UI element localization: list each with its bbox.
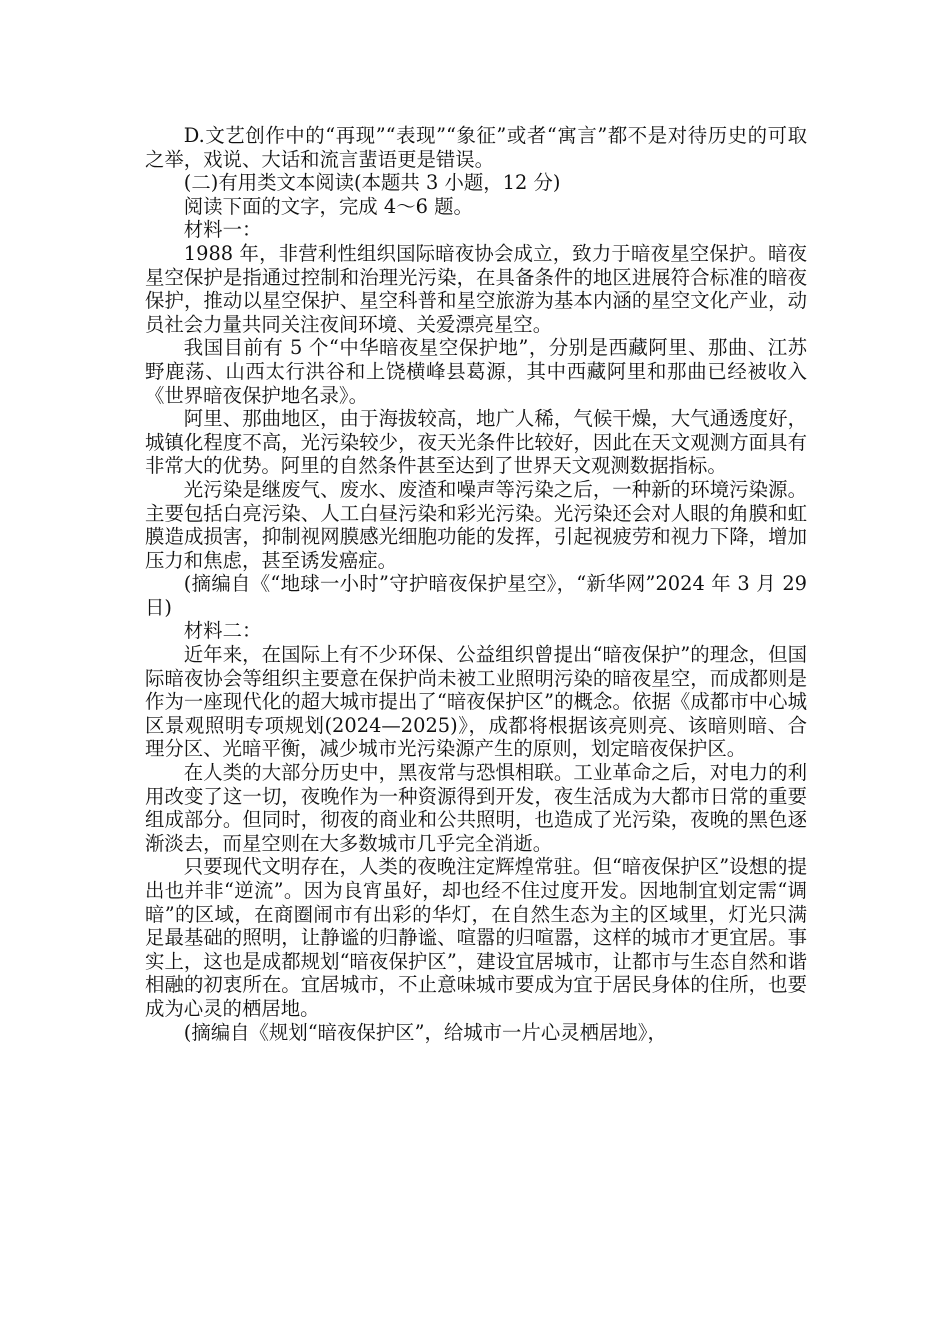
document-page	[145, 124, 807, 1044]
material-two-source: (摘编自《规划“暗夜保护区”，给城市一片心灵栖居地》，	[183, 1020, 667, 1044]
option-d-paragraph: D.文艺创作中的“再现”“表现”“象征”或者“寓言”都不是对待历史的可取之举，戏说、大话和流言蜚语更是错误。	[145, 124, 807, 171]
material-one-paragraph-1: 1988 年，非营利性组织国际暗夜协会成立，致力于暗夜星空保护。暗夜星空保护是指通过控制和治理光污染，在具备条件的地区进展符合标准的暗夜保护，推动以星空保护、星空科普和星空旅游为基本内涵的星空文化产业，动员社会力量共同关注夜间环境、关爱漂亮星空。	[145, 241, 807, 336]
instruction-text: 阅读下面的文字，完成 4～6 题。	[183, 194, 473, 218]
material-one-paragraph-2: 我国目前有 5 个“中华暗夜星空保护地”，分别是西藏阿里、那曲、江苏野鹿荡、山西太行洪谷和上饶横峰县葛源，其中西藏阿里和那曲已经被收入《世界暗夜保护地名录》。	[145, 336, 807, 407]
material-two-paragraph-2: 在人类的大部分历史中，黑夜常与恐惧相联。工业革命之后，对电力的利用改变了这一切，夜晚作为一种资源得到开发，夜生活成为大都市日常的重要组成部分。但同时，彻夜的商业和公共照明，也造成了光污染，夜晚的黑色逐渐淡去，而星空则在大多数城市几乎完全消逝。	[145, 761, 807, 855]
material-one-source: (摘编自《“地球一小时”守护暗夜保护星空》，“新华网”2024 年 3 月 29 日)	[145, 572, 807, 619]
material-one-label: 材料一：	[183, 218, 262, 242]
section-heading: (二)有用类文本阅读(本题共 3 小题，12 分)	[183, 171, 561, 195]
material-two-paragraph-1: 近年来，在国际上有不少环保、公益组织曾提出“暗夜保护”的理念，但国际暗夜协会等组织主要意在保护尚未被工业照明污染的暗夜星空，而成都则是作为一座现代化的超大城市提出了“暗夜保护区”的概念。依据《成都市中心城区景观照明专项规划(2024—2025)》，成都将根据该亮则亮、该暗则暗、合理分区、光暗平衡，减少城市光污染源产生的原则，划定暗夜保护区。	[145, 643, 807, 761]
material-one-paragraph-4: 光污染是继废气、废水、废渣和噪声等污染之后，一种新的环境污染源。主要包括白亮污染、人工白昼污染和彩光污染。光污染还会对人眼的角膜和虹膜造成损害，抑制视网膜感光细胞功能的发挥，引起视疲劳和视力下降，增加压力和焦虑，甚至诱发癌症。	[145, 477, 807, 572]
material-two-label: 材料二：	[183, 619, 262, 643]
material-two-paragraph-3: 只要现代文明存在，人类的夜晚注定辉煌常驻。但“暗夜保护区”设想的提出也并非“逆流”。因为良宵虽好，却也经不住过度开发。因地制宜划定需“调暗”的区域，在商圈闹市有出彩的华灯，在自然生态为主的区域里，灯光只满足最基础的照明，让静谧的归静谧、喧嚣的归喧嚣，这样的城市才更宜居。事实上，这也是成都规划“暗夜保护区”，建设宜居城市，让都市与生态自然和谐相融的初衷所在。宜居城市，不止意味城市要成为宜于居民身体的住所，也要成为心灵的栖居地。	[145, 855, 807, 1020]
material-one-paragraph-3: 阿里、那曲地区，由于海拔较高，地广人稀，气候干燥，大气通透度好，城镇化程度不高，光污染较少，夜天光条件比较好，因此在天文观测方面具有非常大的优势。阿里的自然条件甚至达到了世界天文观测数据指标。	[145, 407, 807, 478]
